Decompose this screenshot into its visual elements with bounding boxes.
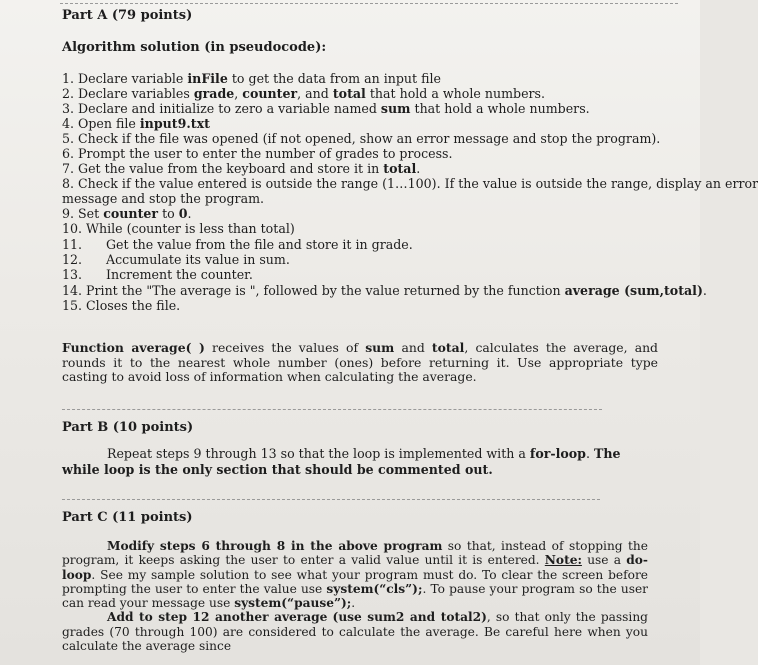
- part-c-heading: Part C (11 points): [62, 510, 193, 525]
- step-bold: counter: [242, 86, 298, 101]
- algorithm-step: [62, 146, 453, 161]
- step-text: Open file: [78, 116, 140, 131]
- step-number: 13.: [62, 267, 83, 282]
- step-bold: 0: [178, 206, 188, 221]
- step-number: 1.: [62, 71, 75, 86]
- step-text: Declare variables: [78, 86, 194, 101]
- text-span: , calculates the average, and rounds it to the nearest whole number (ones) before returning it. Use appropriate type casting to avoid loss of information when calculating the average.: [62, 340, 658, 385]
- algorithm-step: [62, 161, 420, 176]
- function-description: [62, 341, 658, 385]
- step-text: Declare variable: [78, 71, 188, 86]
- step-bold: counter: [103, 206, 159, 221]
- algorithm-step: [62, 298, 180, 313]
- step-text: Get the value from the keyboard and store it in: [78, 161, 384, 176]
- divider: [62, 499, 600, 500]
- step-number: 12.: [62, 252, 83, 267]
- bold-span: do-loop: [62, 553, 648, 582]
- step-text: Accumulate its value in sum.: [106, 252, 290, 267]
- algorithm-step-indented: [62, 252, 290, 267]
- bold-sum: sum: [365, 340, 395, 355]
- part-a-heading: Part A (79 points): [62, 8, 193, 23]
- algorithm-step: [62, 86, 545, 101]
- step-number: 7.: [62, 161, 75, 176]
- step-text: Check if the file was opened (if not opened, show an error message and stop the program).: [78, 131, 661, 146]
- step-text: Get the value from the file and store it in grade.: [106, 237, 413, 252]
- step-number: 6.: [62, 146, 75, 161]
- bold-span: Modify steps 6 through 8 in the above program: [107, 539, 443, 553]
- step-text: to get the data from an input file: [227, 71, 441, 86]
- text-span: .: [585, 446, 594, 461]
- text-span: .: [351, 596, 356, 611]
- step-bold: grade: [193, 86, 235, 101]
- step-number: 3.: [62, 101, 75, 116]
- step-number: 9.: [62, 206, 75, 221]
- text-span: , so that only the passing grades (70 through 100) are considered to calculate the average. Be careful here when you calculate the average since: [62, 610, 648, 654]
- algorithm-step: [62, 131, 660, 146]
- algorithm-step: [62, 176, 758, 191]
- step-text: that hold a whole numbers.: [410, 101, 590, 116]
- bold-span: Add to step 12 another average: [107, 610, 328, 625]
- step-text: .: [702, 283, 707, 298]
- step-number: 14.: [62, 283, 83, 298]
- step-text: Prompt the user to enter the number of grades to process.: [78, 146, 453, 161]
- bold-span: system(“cls”);: [326, 581, 423, 596]
- step-bold: average (sum,total): [564, 283, 703, 298]
- step-text: Print the "The average is ", followed by the value returned by the function: [86, 283, 565, 298]
- algorithm-heading: Algorithm solution (in pseudocode):: [62, 40, 327, 55]
- function-name: Function average( ): [62, 340, 205, 355]
- part-b-heading: Part B (10 points): [62, 420, 194, 435]
- text-span: and: [394, 340, 432, 355]
- part-b-text: [62, 446, 658, 477]
- bold-total: total: [431, 340, 465, 355]
- part-c-paragraph-1: [62, 539, 648, 610]
- algorithm-step: [62, 191, 264, 206]
- bold-span: (use sum2 and total2): [332, 610, 487, 625]
- step-text: Set: [78, 206, 104, 221]
- step-bold: input9.txt: [139, 116, 210, 131]
- step-text: .: [187, 206, 192, 221]
- algorithm-step: [62, 221, 295, 236]
- text-span: use a: [581, 553, 627, 568]
- step-number: 5.: [62, 131, 75, 146]
- algorithm-step: [62, 116, 210, 131]
- text-span: Repeat steps 9 through 13 so that the loop is implemented with a: [107, 446, 530, 461]
- algorithm-step: [62, 206, 192, 221]
- algorithm-step: [62, 101, 590, 116]
- note-label: Note:: [544, 553, 582, 568]
- step-text: Increment the counter.: [106, 267, 253, 282]
- step-text: Closes the file.: [86, 298, 181, 313]
- algorithm-step: [62, 71, 441, 86]
- step-text: Declare and initialize to zero a variable named: [78, 101, 381, 116]
- part-c-text: [62, 539, 648, 653]
- algorithm-step-indented: [62, 267, 253, 282]
- step-bold: total: [383, 161, 417, 176]
- step-number: 2.: [62, 86, 75, 101]
- step-number: 8.: [62, 176, 75, 191]
- step-text: While (counter is less than total): [86, 221, 295, 236]
- step-bold: total: [332, 86, 366, 101]
- top-divider: [60, 3, 678, 4]
- step-text: Check if the value entered is outside the range (1…100). If the value is outside the range, display an error: [78, 176, 758, 191]
- step-number: 4.: [62, 116, 75, 131]
- step-text: ,: [234, 86, 243, 101]
- algorithm-step-indented: [62, 237, 413, 252]
- step-bold: sum: [380, 101, 411, 116]
- step-text: message and stop the program.: [62, 191, 265, 206]
- step-text: that hold a whole numbers.: [365, 86, 546, 101]
- step-number: 11.: [62, 237, 83, 252]
- part-c-paragraph-2: [62, 610, 648, 653]
- bold-instruction: The while loop is the only section that should be commented out.: [62, 446, 621, 477]
- step-number: 15.: [62, 298, 83, 313]
- algorithm-step: [62, 283, 707, 298]
- bold-span: system(“pause”);: [234, 596, 352, 611]
- step-bold: inFile: [187, 71, 228, 86]
- text-span: . See my sample solution to see what your program must do. To clear the screen before prompting the user to enter the value use: [62, 567, 648, 596]
- divider: [62, 409, 602, 410]
- text-span: so that, instead of stopping the program, it keeps asking the user to enter a valid value until it is entered.: [62, 539, 648, 568]
- text-span: receives the values of: [204, 340, 366, 355]
- step-text: .: [416, 161, 421, 176]
- step-text: , and: [297, 86, 333, 101]
- text-span: . To pause your program so the user can read your message use: [62, 581, 649, 611]
- bold-for-loop: for-loop: [529, 446, 586, 461]
- step-text: to: [158, 206, 179, 221]
- step-number: 10.: [62, 221, 83, 236]
